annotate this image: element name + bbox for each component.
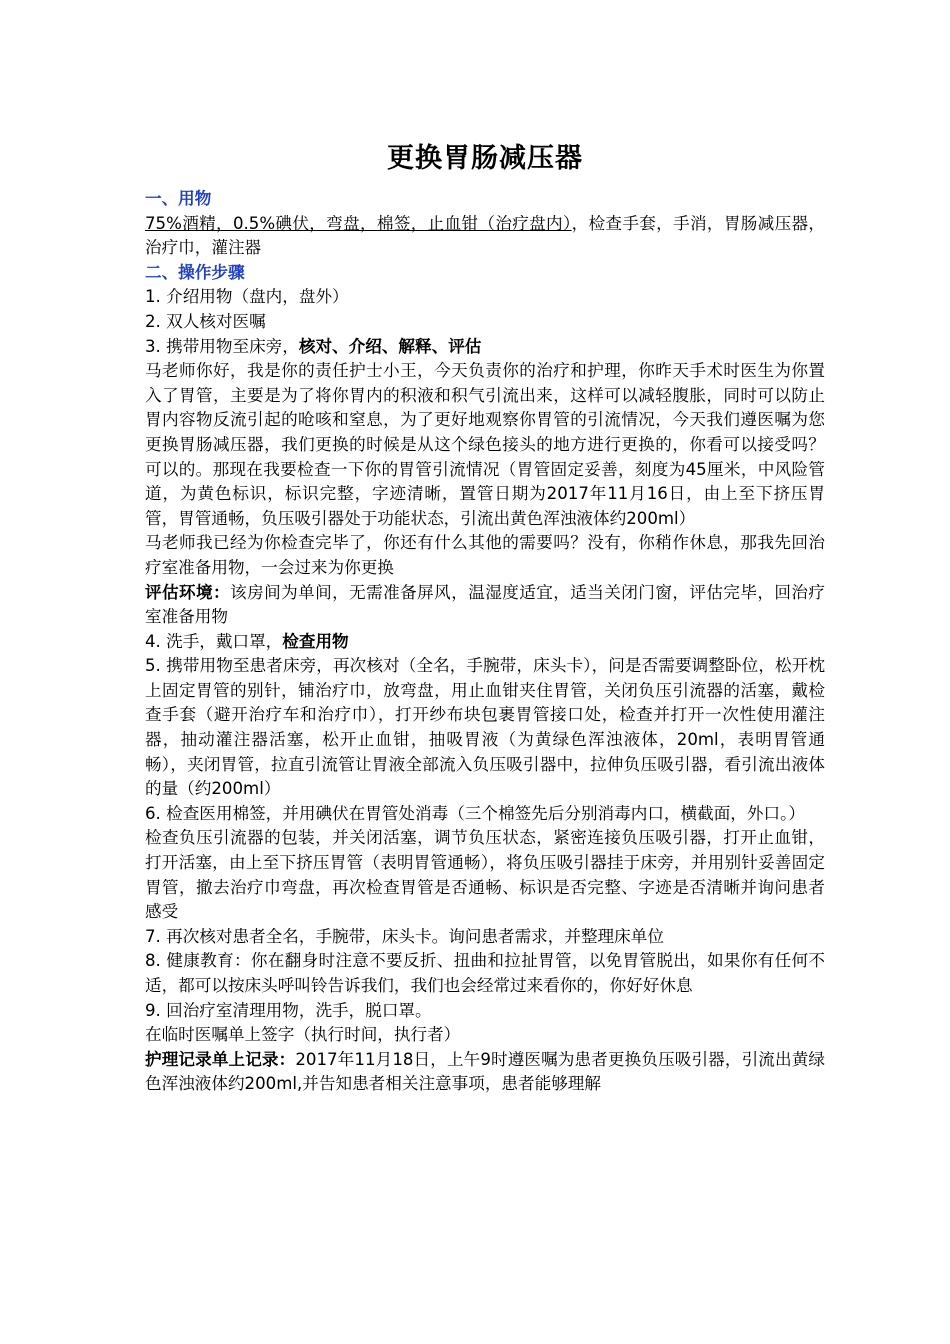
step-3-text: 3. 携带用物至床旁，: [145, 336, 299, 356]
document-title: 更换胃肠减压器: [387, 143, 583, 174]
step-1: 1. 介绍用物（盘内，盘外）: [145, 287, 349, 307]
environment-text: 该房间为单间，无需准备屏风，温湿度适宜，适当关闭门窗，评估完毕，回治疗室准备用物: [145, 582, 826, 627]
environment-label: 评估环境：: [145, 582, 231, 602]
step-3: [145, 335, 825, 360]
check-package-paragraph: 检查负压引流器的包装，并关闭活塞，调节负压状态，紧密连接负压吸引器，打开止血钳，打开活塞，由上至下挤压胃管（表明胃管通畅），将负压吸引器挂于床旁，并用别针妥善固定胃管，撤去治疗巾弯盘，再次检查胃管是否通畅、标识是否完整、字迹是否清晰并询问患者感受: [145, 828, 825, 922]
sign-paragraph: 在临时医嘱单上签字（执行时间，执行者）: [145, 1025, 461, 1045]
step-4: [145, 630, 825, 655]
step-8: 8. 健康教育：你在翻身时注意不要反折、扭曲和拉扯胃管，以免胃管脱出，如果你有任何不适，都可以按床头呼叫铃告诉我们，我们也会经常过来看你的，你好好休息: [145, 951, 825, 995]
supplies-rest: ，检查手套，手消，胃肠减压器，治疗巾，灌注器: [145, 213, 825, 258]
record-label: 护理记录单上记录：: [145, 1049, 296, 1069]
environment-paragraph: [145, 581, 825, 630]
record-text: 2017年11月18日，上午9时遵医嘱为患者更换负压吸引器，引流出黄绿色浑浊液体约200ml,并告知患者相关注意事项，患者能够理解: [145, 1049, 826, 1094]
step-4-bold: 检查用物: [282, 631, 349, 651]
supplies-underlined: 75%酒精，0.5%碘伏，弯盘，棉签，止血钳（治疗盘内）: [145, 213, 572, 233]
step-6: 6. 检查医用棉签，并用碘伏在胃管处消毒（三个棉签先后分别消毒内口，横截面，外口。）: [145, 803, 805, 823]
supplies-paragraph: [145, 212, 825, 261]
check-done-paragraph: 马老师我已经为你检查完毕了，你还有什么其他的需要吗？没有，你稍作休息，那我先回治疗室准备用物，一会过来为你更换: [145, 533, 825, 577]
section-heading-supplies: 一、用物: [145, 189, 212, 208]
step-7: 7. 再次核对患者全名，手腕带，床头卡。询问患者需求，并整理床单位: [145, 926, 664, 946]
step-9: 9. 回治疗室清理用物，洗手，脱口罩。: [145, 1000, 432, 1020]
record-paragraph: [145, 1048, 825, 1097]
step-2: 2. 双人核对医嘱: [145, 311, 266, 331]
section-heading-steps: 二、操作步骤: [145, 262, 245, 282]
step-3-bold: 核对、介绍、解释、评估: [298, 336, 482, 356]
document-page: [145, 130, 825, 1097]
intro-paragraph: 马老师你好，我是你的责任护士小王，今天负责你的治疗和护理，你昨天手术时医生为你置入了胃管，主要是为了将你胃内的积液和积气引流出来，这样可以减轻腹胀，同时可以防止胃内容物反流引起的呛咳和窒息，为了更好地观察你胃管的引流情况，今天我们遵医嘱为您更换胃肠减压器，我们更换的时候是从这个绿色接头的地方进行更换的，你看可以接受吗？可以的。那现在我要检查一下你的胃管引流情况（胃管固定妥善，刻度为45厘米，中风险管道，为黄色标识，标识完整，字迹清晰，置管日期为2017年11月16日，由上至下挤压胃管，胃管通畅，负压吸引器处于功能状态，引流出黄色浑浊液体约200ml）: [145, 361, 825, 528]
step-5: 5. 携带用物至患者床旁，再次核对（全名，手腕带，床头卡），问是否需要调整卧位，松开枕上固定胃管的别针，铺治疗巾，放弯盘，用止血钳夹住胃管，关闭负压引流器的活塞，戴检查手套（避开治疗车和治疗巾），打开纱布块包裹胃管接口处，检查并打开一次性使用灌注器，抽动灌注器活塞，松开止血钳，抽吸胃液（为黄绿色浑浊液体，20ml，表明胃管通畅），夹闭胃管，拉直引流管让胃液全部流入负压吸引器中，拉伸负压吸引器，看引流出液体的量（约200ml）: [145, 656, 825, 799]
step-4-text: 4. 洗手，戴口罩，: [145, 631, 283, 651]
